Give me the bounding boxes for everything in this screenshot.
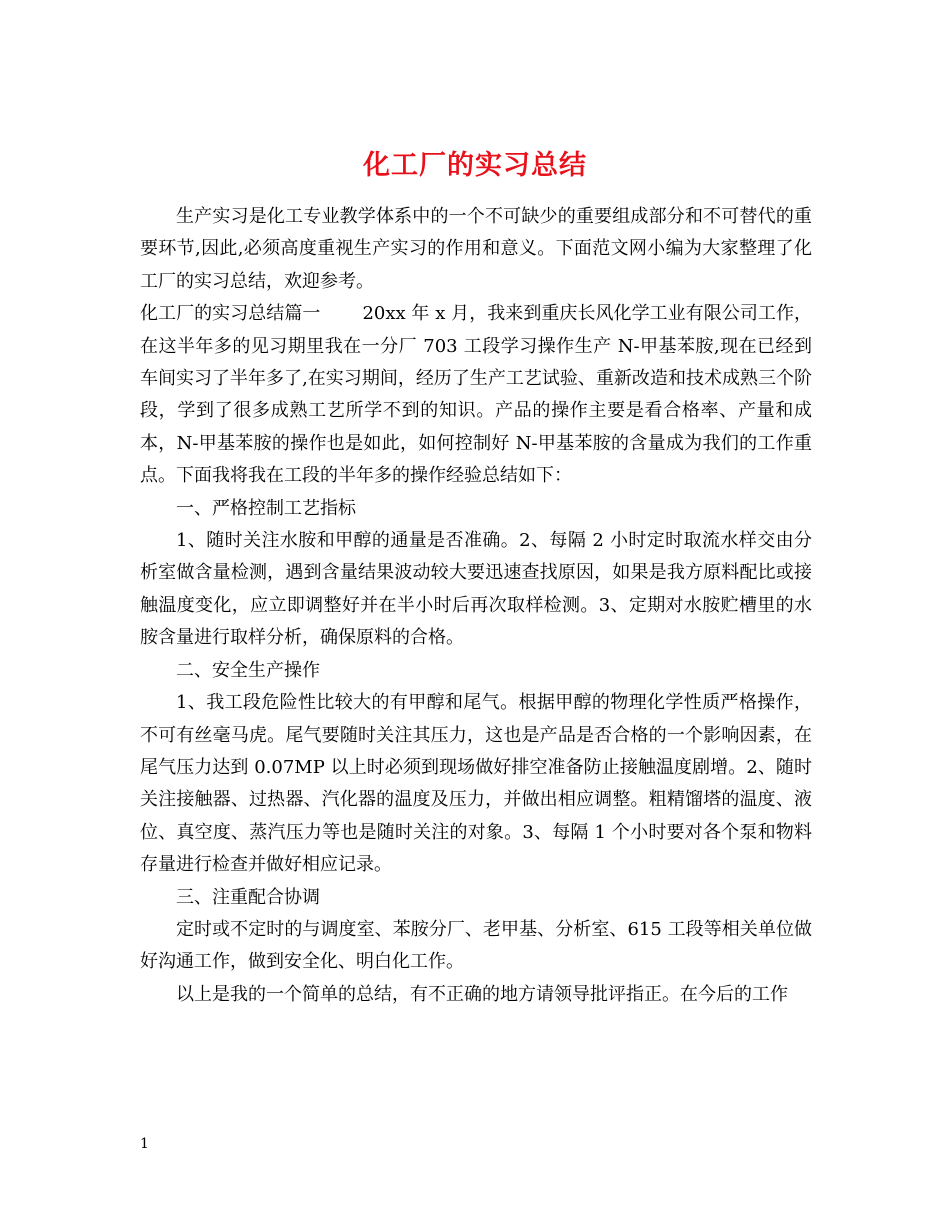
section-heading-2: 二、安全生产操作 [176, 659, 320, 681]
paragraph-1: 1、随时关注水胺和甲醇的通量是否准确。2、每隔 2 小时定时取流水样交由分析室做含量检测，遇到含量结果波动较大要迅速查找原因，如果是我方原料配比或接触温度变化，应立即调整好并在半小时后再次取样检测。3、定期对水胺贮槽里的水胺含量进行取样分析，确保原料的合格。 [140, 530, 812, 649]
section-paragraph [140, 298, 812, 492]
section-heading-3: 三、注重配合协调 [176, 886, 320, 908]
section-label: 化工厂的实习总结篇一 [140, 303, 321, 325]
paragraph-2: 1、我工段危险性比较大的有甲醇和尾气。根据甲醇的物理化学性质严格操作，不可有丝毫马虎。尾气要随时关注其压力，这也是产品是否合格的一个影响因素，在尾气压力达到 0.07MP 以上时必须到现场做好排空准备防止接触温度剧增。2、随时关注接触器、过热器、汽化器的温度及压力，并做出相应调整。粗精馏塔的温度、液位、真空度、蒸汽压力等也是随时关注的对象。3、每隔 1 个小时要对各个泵和物料存量进行检查并做好相应记录。 [140, 692, 812, 876]
intro-paragraph: 生产实习是化工专业教学体系中的一个不可缺少的重要组成部分和不可替代的重要环节,因此,必须高度重视生产实习的作用和意义。下面范文网小编为大家整理了化工厂的实习总结，欢迎参考。 [140, 206, 812, 292]
document-body [140, 201, 812, 1011]
paragraph-3: 定时或不定时的与调度室、苯胺分厂、老甲基、分析室、615 工段等相关单位做好沟通工作，做到安全化、明白化工作。 [140, 918, 812, 973]
page-number: 1 [140, 1136, 149, 1152]
section-heading-1: 一、严格控制工艺指标 [176, 497, 356, 519]
section-body: 20xx 年 x 月，我来到重庆长风化学工业有限公司工作，在这半年多的见习期里我在一分厂 703 工段学习操作生产 N-甲基苯胺,现在已经到车间实习了半年多了,在实习期间，经历了生产工艺试验、重新改造和技术成熟三个阶段，学到了很多成熟工艺所学不到的知识。产品的操作主要是看合格率、产量和成本，N-甲基苯胺的操作也是如此，如何控制好 N-甲基苯胺的含量成为我们的工作重点。下面我将我在工段的半年多的操作经验总结如下： [140, 303, 812, 487]
paragraph-4: 以上是我的一个简单的总结，有不正确的地方请领导批评指正。在今后的工作 [176, 983, 788, 1005]
page-title: 化工厂的实习总结 [363, 150, 587, 182]
